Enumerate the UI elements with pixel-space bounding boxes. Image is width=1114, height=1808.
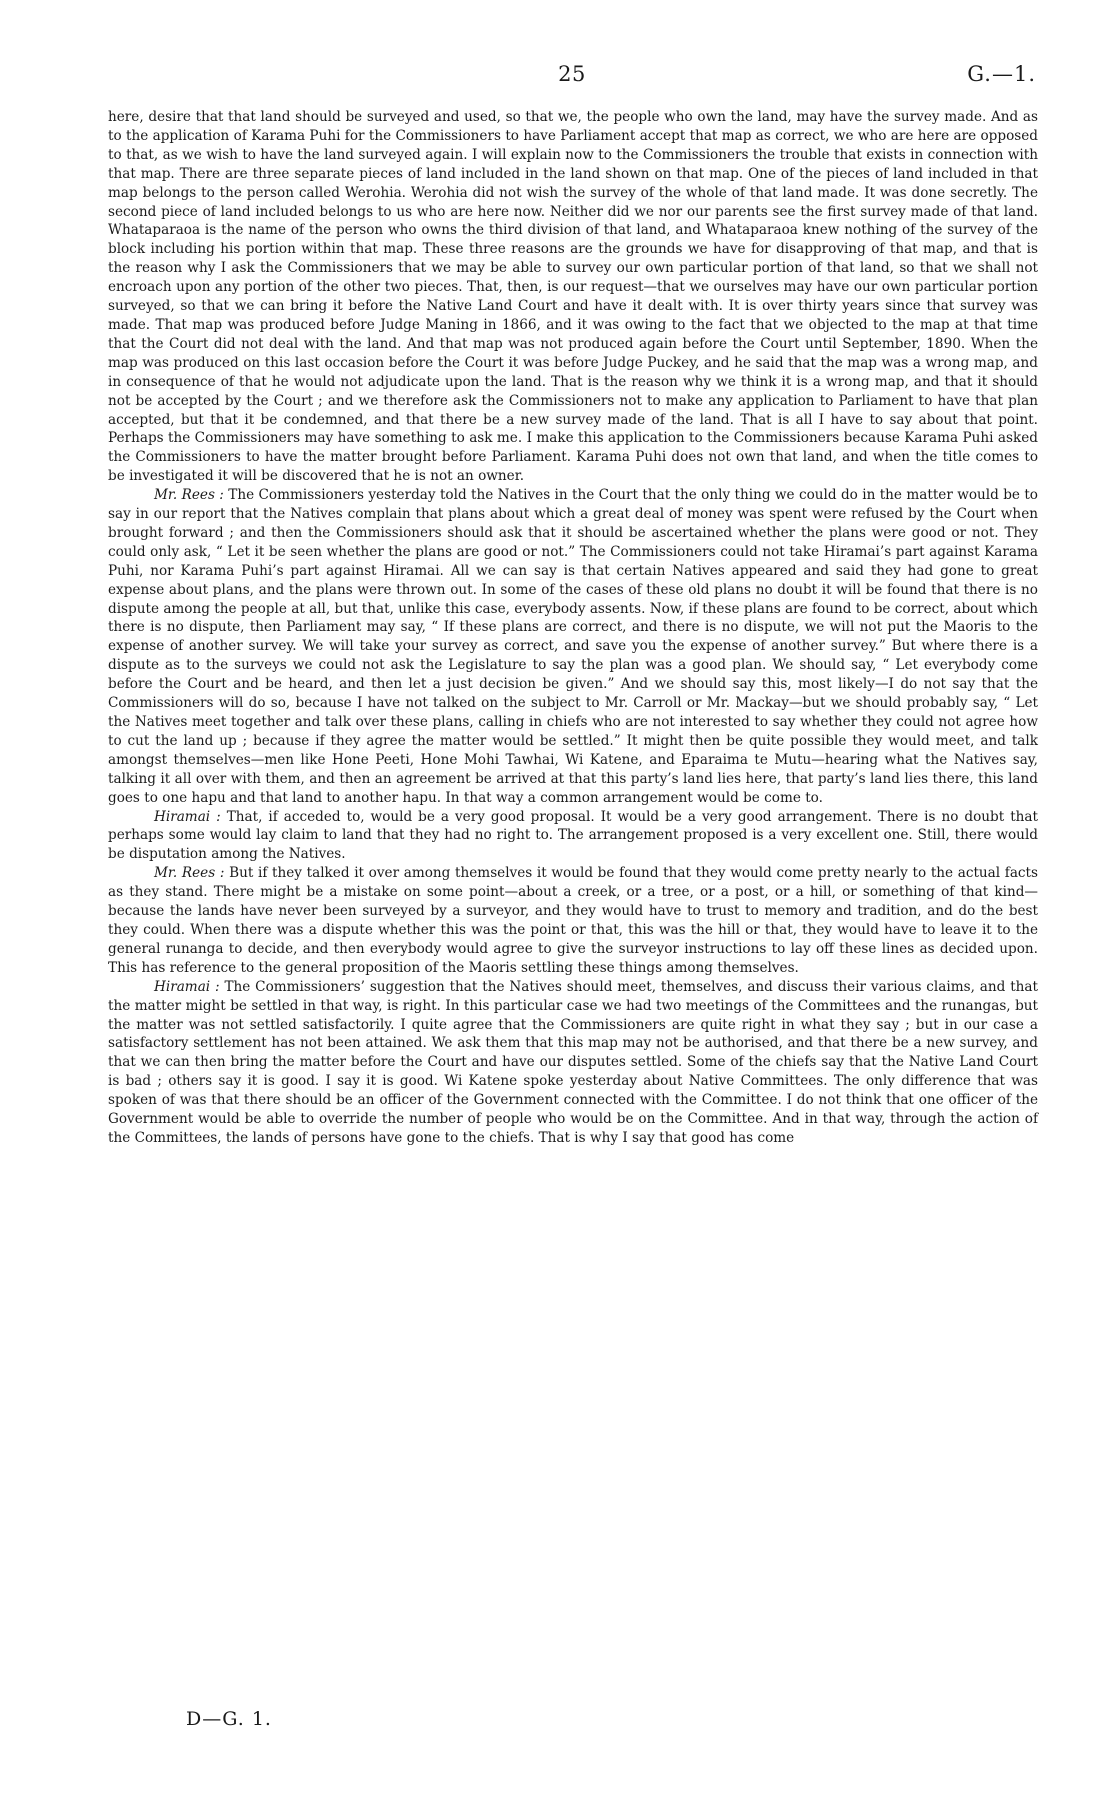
signature-mark: D—G. 1. bbox=[186, 1708, 272, 1730]
paragraph-text: The Commissioners yesterday told the Natives in the Court that the only thing we could do in the matter would be to say in our report that the Natives complain that plans about which a great deal of money was spent were refused by the Court when brought forward ; and then the Commissioners should ask that it should be ascertained whether the plans were good or not. They could only ask, “ Let it be seen whether the plans are good or not.” The Commissioners could not take Hiramai’s part against Karama Puhi, nor Karama Puhi’s part against Hiramai. All we can say is that certain Natives appeared and said they had gone to great expense about plans, and the plans were thrown out. In some of the cases of these old plans no doubt it will be found that there is no dispute among the people at all, but that, unlike this case, everybody assents. Now, if these plans are found to be correct, about which there is no dispute, then Parliament may say, “ If these plans are correct, and there is no dispute, we will not put the Maoris to the expense of another survey. We will take your survey as correct, and save you the expense of another survey.” But where there is a dispute as to the surveys we could not ask the Legislature to say the plan was a good plan. We should say, “ Let everybody come before the Court and be heard, and then let a just decision be given.” And we should say this, most likely—I do not say that the Commissioners will do so, because I have not talked on the subject to Mr. Carroll or Mr. Mackay—but we should probably say, “ Let the Natives meet together and talk over these plans, calling in chiefs who are not interested to say whether they could not agree how to cut the land up ; because if they agree the matter would be settled.” It might then be quite possible they would meet, and talk amongst themselves—men like Hone Peeti, Hone Mohi Tawhai, Wi Katene, and Eparaima te Mutu—hearing what the Natives say, talking it all over with them, and then an agreement be arrived at that this party’s land lies here, that party’s land lies there, this land goes to one hapu and that land to another hapu. In that way a common arrangement would be come to. bbox=[108, 487, 1038, 806]
paragraph-text: here, desire that that land should be surveyed and used, so that we, the people who own the land, may have the survey made. And as to the application of Karama Puhi for the Commissioners to have Parliament accept that map as correct, we who are here are opposed to that, as we wish to have the land surveyed again. I will explain now to the Commissioners the trouble that exists in connection with that map. There are three separate pieces of land included in the land shown on that map. One of the pieces of land included in that map belongs to the person called Werohia. Werohia did not wish the survey of the whole of that land made. It was done secretly. The second piece of land included belongs to us who are here now. Neither did we nor our parents see the first survey made of that land. Whataparaoa is the name of the person who owns the third division of that land, and Whataparaoa knew nothing of the survey of the block including his portion within that map. These three reasons are the grounds we have for disapproving of that map, and that is the reason why I ask the Commissioners that we may be able to survey our own particular portion of that land, so that we shall not encroach upon any portion of the other two pieces. That, then, is our request—that we ourselves may have our own particular portion surveyed, so that we can bring it before the Native Land Court and have it dealt with. It is over thirty years since that survey was made. That map was produced before Judge Maning in 1866, and it was owing to the fact that we objected to the map at that time that the Court did not deal with the land. And that map was not produced again before the Court until September, 1890. When the map was produced on this last occasion before the Court it was before Judge Puckey, and he said that the map was a wrong map, and in consequence of that he would not adjudicate upon the land. That is the reason why we think it is a wrong map, and that it should not be accepted by the Court ; and we therefore ask the Commissioners not to make any application to Parliament to have that plan accepted, but that it be condemned, and that there be a new survey made of the land. That is all I have to say about that point. Perhaps the Commissioners may have something to ask me. I make this application to the Commissioners because Karama Puhi asked the Commissioners to have the matter brought before Parliament. Karama Puhi does not own that land, and when the title comes to be investigated it will be discovered that he is not an owner. bbox=[108, 109, 1038, 485]
paragraph bbox=[108, 978, 1038, 1148]
page-header bbox=[108, 62, 1036, 94]
paragraph bbox=[108, 108, 1038, 486]
body-text bbox=[108, 108, 1038, 1148]
document-code: G.—1. bbox=[967, 62, 1036, 86]
paragraph-text: That, if acceded to, would be a very good proposal. It would be a very good arrangement. There is no doubt that perhaps some would lay claim to land that they had no right to. The arrangement proposed is a very excellent one. Still, there would be disputation among the Natives. bbox=[108, 808, 1038, 863]
speaker-name: Mr. Rees : bbox=[154, 865, 225, 882]
page-number: 25 bbox=[558, 62, 586, 86]
paragraph bbox=[108, 808, 1038, 865]
paragraph-text: The Commissioners’ suggestion that the Natives should meet, themselves, and discuss their various claims, and that the matter might be settled in that way, is right. In this particular case we had two meetings of the Committees and the runangas, but the matter was not settled satisfactorily. I quite agree that the Commissioners are quite right in what they say ; but in our case a satisfactory settlement has not been attained. We ask them that this map may not be authorised, and that there be a new survey, and that we can then bring the matter before the Court and have our disputes settled. Some of the chiefs say that the Native Land Court is bad ; others say it is good. I say it is good. Wi Katene spoke yesterday about Native Committees. The only difference that was spoken of was that there should be an officer of the Government connected with the Committee. I do not think that one officer of the Government would be able to override the number of people who would be on the Committee. And in that way, through the action of the Committees, the lands of persons have gone to the chiefs. That is why I say that good has come bbox=[108, 978, 1038, 1146]
paragraph bbox=[108, 864, 1038, 977]
speaker-name: Hiramai : bbox=[154, 978, 220, 995]
paragraph-text: But if they talked it over among themselves it would be found that they would come pretty nearly to the actual facts as they stand. There might be a mistake on some point—about a creek, or a tree, or a post, or a hill, or something of that kind—because the lands have never been surveyed by a surveyor, and they would have to trust to memory and tradition, and do the best they could. When there was a dispute whether this was the point or that, this was the hill or that, they would have to leave it to the general runanga to decide, and then everybody would agree to give the surveyor instructions to lay off these lines as decided upon. This has reference to the general proposition of the Maoris settling these things among themselves. bbox=[108, 865, 1038, 976]
speaker-name: Mr. Rees : bbox=[154, 487, 224, 504]
speaker-name: Hiramai : bbox=[154, 808, 221, 825]
paragraph bbox=[108, 486, 1038, 807]
